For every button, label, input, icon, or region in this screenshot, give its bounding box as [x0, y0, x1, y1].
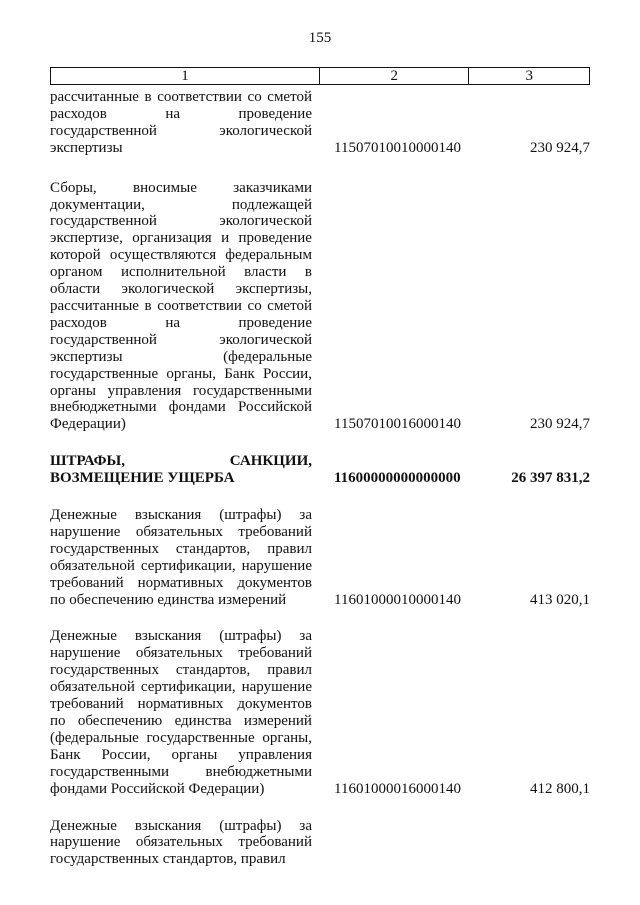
header-col-3: 3 [525, 68, 533, 84]
row-amount: 26 397 831,2 [511, 470, 590, 487]
description-line: нарушение обязательных требований [50, 523, 312, 540]
description-line: Федерации) [50, 416, 126, 433]
description-line: которой осуществляются федеральным [50, 247, 312, 264]
description-line: документации, подлежащей [50, 196, 312, 213]
description-line: фондами Российской Федерации) [50, 780, 265, 797]
description-line: государственные органы, Банк России, [50, 365, 312, 382]
description-line: нарушение обязательных требований [50, 645, 312, 662]
description-line: государственных стандартов, правил [50, 851, 286, 868]
row-amount: 413 020,1 [530, 591, 590, 608]
description-line: государственной экологической [50, 331, 312, 348]
row-description [50, 628, 312, 797]
table-row [50, 818, 590, 869]
description-line: Денежные взыскания (штрафы) за [50, 817, 312, 834]
description-line: требований нормативных документов [50, 696, 312, 713]
description-line: ВОЗМЕЩЕНИЕ УЩЕРБА [50, 470, 235, 487]
row-description [50, 818, 312, 869]
row-code: 11601000010000140 [334, 591, 461, 608]
row-description [50, 507, 312, 608]
description-line: внебюджетными фондами Российской [50, 399, 312, 416]
table-row [50, 628, 590, 797]
table-row [50, 507, 590, 608]
description-line: Сборы, вносимые заказчиками [50, 179, 312, 196]
description-line: государственной экологической [50, 213, 312, 230]
description-line: органы управления государственными [50, 382, 312, 399]
table-row [50, 180, 590, 434]
description-line: Банк России, органы управления [50, 746, 312, 763]
description-line: нарушение обязательных требований [50, 834, 312, 851]
row-code: 11601000016000140 [334, 780, 461, 797]
row-amount: 412 800,1 [530, 780, 590, 797]
row-description [50, 453, 312, 487]
row-amount: 230 924,7 [530, 416, 590, 433]
row-description [50, 89, 312, 157]
description-line: государственных стандартов, правил [50, 662, 312, 679]
row-code: 11507010010000140 [334, 139, 461, 156]
table-body [50, 89, 590, 888]
description-line: по обеспечению единства измерений [50, 591, 287, 608]
description-line: государственной экологической [50, 122, 312, 139]
description-line: рассчитанные в соответствии со сметой [50, 297, 312, 314]
description-line: экспертизы [50, 139, 123, 156]
description-line: (федеральные государственные органы, [50, 729, 312, 746]
description-line: Денежные взыскания (штрафы) за [50, 628, 312, 645]
header-col-2: 2 [320, 68, 469, 84]
description-line: экспертизе, организация и проведение [50, 230, 312, 247]
description-line: обязательной сертификации, нарушение [50, 557, 312, 574]
row-code: 11600000000000000 [334, 470, 461, 487]
description-line: рассчитанные в соответствии со сметой [50, 89, 312, 105]
description-line: государственными внебюджетными [50, 763, 312, 780]
description-line: экспертизы (федеральные [50, 348, 312, 365]
description-line: государственных стандартов, правил [50, 540, 312, 557]
row-description [50, 180, 312, 434]
description-line: расходов на проведение [50, 105, 312, 122]
description-line: Денежные взыскания (штрафы) за [50, 507, 312, 524]
page-number: 155 [308, 30, 332, 46]
table-row [50, 453, 590, 487]
header-col-1: 1 [51, 68, 320, 84]
description-line: требований нормативных документов [50, 574, 312, 591]
row-code: 11507010016000140 [334, 416, 461, 433]
description-line: ШТРАФЫ, САНКЦИИ, [50, 453, 312, 470]
table-header [50, 67, 590, 85]
table-row [50, 89, 590, 157]
description-line: органом исполнительной власти в [50, 264, 312, 281]
row-amount: 230 924,7 [530, 139, 590, 156]
description-line: по обеспечению единства измерений [50, 713, 312, 729]
description-line: обязательной сертификации, нарушение [50, 679, 312, 696]
description-line: расходов на проведение [50, 314, 312, 331]
description-line: области экологической экспертизы, [50, 281, 312, 298]
